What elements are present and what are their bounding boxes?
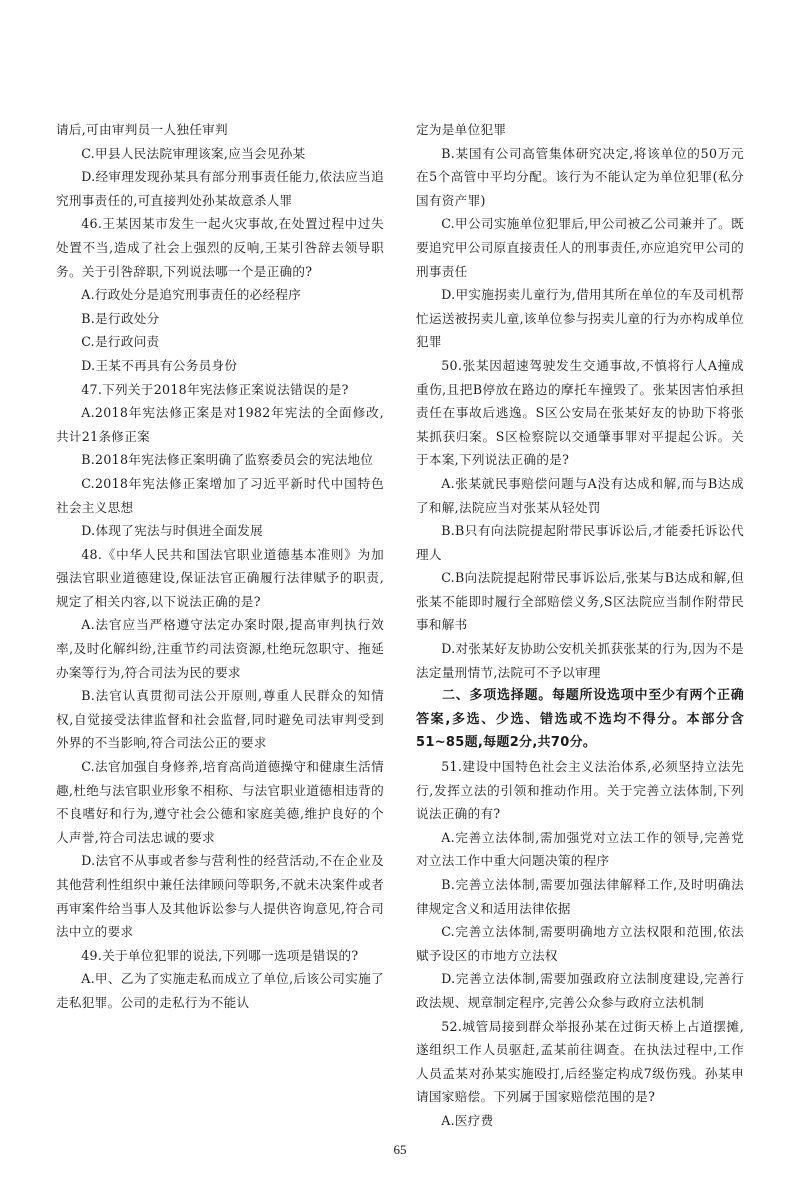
paragraph: 46.王某因某市发生一起火灾事故,在处置过程中过失处置不当,造成了社会上强烈的反响,王某引咎辞去领导职务。关于引咎辞职,下列说法哪一个是正确的? (56, 216, 384, 279)
paragraph: A.法官应当严格遵守法定办案时限,提高审判执行效率,及时化解纠纷,注重节约司法资源,杜绝玩忽职守、拖延办案等行为,符合司法为民的要求 (56, 617, 384, 680)
page-number: 65 (393, 1142, 407, 1157)
paragraph: A.甲、乙为了实施走私而成立了单位,后该公司实施了走私犯罪。公司的走私行为不能认 (56, 971, 384, 1010)
paragraph: 52.城管局接到群众举报孙某在过街天桥上占道摆摊,遂组织工作人员驱赶,孟某前往调查。在执法过程中,工作人员孟某对孙某实施殴打,后经鉴定构成7级伤残。孙某申请国家赔偿。下列属于国家赔偿范围的是? (416, 1018, 744, 1105)
paragraph: A.行政处分是追究刑事责任的必经程序 (81, 287, 302, 303)
section-heading: 二、多项选择题。每题所设选项中至少有两个正确答案,多选、少选、错选或不选均不得分。本部分含51~85题,每题2分,共70分。 (416, 688, 744, 751)
paragraph: B.是行政处分 (81, 310, 160, 326)
paragraph: C.法官加强自身修养,培育高尚道德操守和健康生活情趣,杜绝与法官职业形象不相称、与法官职业道德相违背的不良嗜好和行为,遵守社会公德和家庭美德,维护良好的个人声誉,符合司法忠诚的要求 (56, 759, 384, 845)
paragraph: 49.关于单位犯罪的说法,下列哪一选项是错误的? (81, 947, 359, 963)
paragraph: D.完善立法体制,需要加强政府立法制度建设,完善行政法规、规章制定程序,完善公众参与政府立法机制 (416, 971, 744, 1010)
paragraph: 47.下列关于2018年宪法修正案说法错误的是? (81, 381, 349, 397)
paragraph: 51.建设中国特色社会主义法治体系,必须坚持立法先行,发挥立法的引领和推动作用。关于完善立法体制,下列说法正确的有? (416, 759, 744, 822)
paragraph: 定为是单位犯罪 (416, 122, 507, 137)
paragraph: C.是行政问责 (81, 334, 160, 350)
paragraph: A.张某就民事赔偿问题与A没有达成和解,而与B达成了和解,法院应当对张某从轻处罚 (416, 475, 744, 515)
paragraph: D.甲实施拐卖儿童行为,借用其所在单位的车及司机帮忙运送被拐卖儿童,该单位参与拐卖儿童的行为亦构成单位犯罪 (416, 287, 744, 350)
paragraph: A.完善立法体制,需加强党对立法工作的领导,完善党对立法工作中重大问题决策的程序 (416, 829, 744, 869)
paragraph: B.2018年宪法修正案明确了监察委员会的宪法地位 (81, 452, 374, 468)
paragraph: 48.《中华人民共和国法官职业道德基本准则》为加强法官职业道德建设,保证法官正确履行法律赋予的职责,规定了相关内容,以下说法正确的是? (56, 546, 384, 609)
paragraph: 50.张某因超速驾驶发生交通事故,不慎将行人A撞成重伤,且把B停放在路边的摩托车撞毁了。张某因害怕承担责任在事故后逃逸。S区公安局在张某好友的协助下将张某抓获归案。S区检察院以交通肇事罪对平提起公诉。关于本案,下列说法正确的是? (416, 357, 744, 468)
paragraph: A.2018年宪法修正案是对1982年宪法的全面修改,共计21条修正案 (56, 405, 384, 444)
paragraph: B.完善立法体制,需要加强法律解释工作,及时明确法律规定含义和适用法律依据 (416, 877, 744, 916)
paragraph: B.法官认真贯彻司法公开原则,尊重人民群众的知情权,自觉接受法律监督和社会监督,同时避免司法审判受到外界的不当影响,符合司法公正的要求 (56, 688, 384, 751)
paragraph: A.医疗费 (441, 1112, 494, 1128)
paragraph: D.对张某好友协助公安机关抓获张某的行为,因为不是法定量刑情节,法院可不予以审理 (416, 641, 744, 680)
paragraph: D.法官不从事或者参与营利性的经营活动,不在企业及其他营利性组织中兼任法律顾问等职务,不就未决案件或者再审案件给当事人及其他诉讼参与人提供咨询意见,符合司法中立的要求 (56, 853, 384, 940)
paragraph: C.甲县人民法院审理该案,应当会见孙某 (81, 145, 306, 161)
paragraph: C.B向法院提起附带民事诉讼后,张某与B达成和解,但张某不能即时履行全部赔偿义务,S区法院应当制作附带民事和解书 (416, 570, 744, 633)
paragraph: C.完善立法体制,需要明确地方立法权限和范围,依法赋予设区的市地方立法权 (416, 924, 744, 963)
paragraph: 请后,可由审判员一人独任审判 (56, 122, 228, 137)
paragraph: B.B只有向法院提起附带民事诉讼后,才能委托诉讼代理人 (416, 523, 744, 562)
paragraph: C.2018年宪法修正案增加了习近平新时代中国特色社会主义思想 (56, 475, 384, 515)
paragraph: D.经审理发现孙某具有部分刑事责任能力,依法应当追究刑事责任的,可直接判处孙某故意杀人罪 (56, 169, 384, 208)
paragraph: C.甲公司实施单位犯罪后,甲公司被乙公司兼并了。既要追究甲公司原直接责任人的刑事责任,亦应追究甲公司的刑事责任 (416, 216, 744, 279)
right-column (416, 118, 744, 1133)
left-column (56, 118, 384, 1015)
paragraph: D.体现了宪法与时俱进全面发展 (81, 523, 264, 539)
paragraph: B.某国有公司高管集体研究决定,将该单位的50万元在5个高管中平均分配。该行为不能认定为单位犯罪(私分国有资产罪) (416, 145, 744, 208)
paragraph: D.王某不再具有公务员身份 (81, 357, 238, 373)
